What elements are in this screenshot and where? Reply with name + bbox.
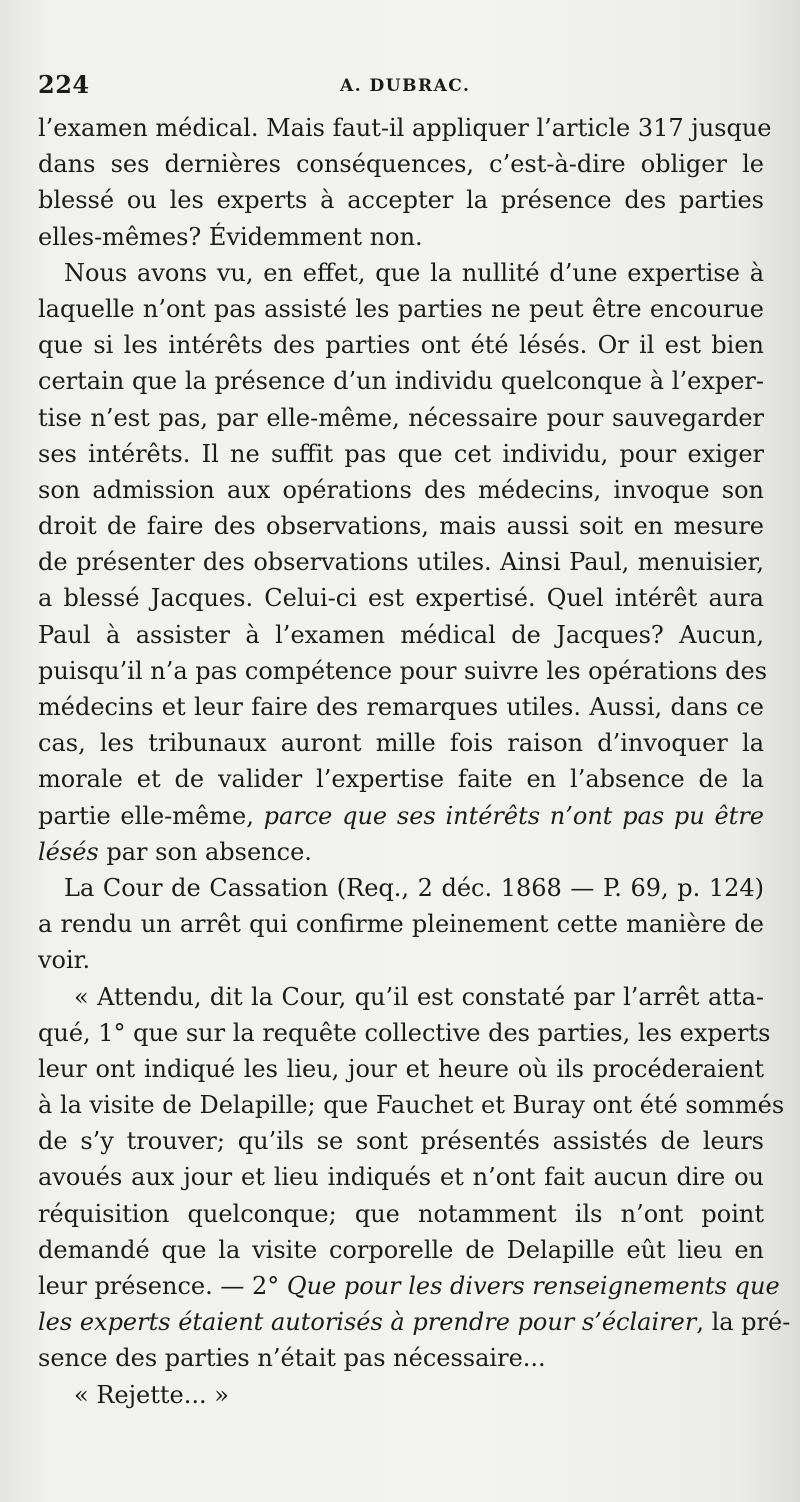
text-line: Paul à assister à l’examen médical de Jacques? Aucun, <box>38 620 764 649</box>
line-text: par son absence. <box>98 837 312 866</box>
text-line: demandé que la visite corporelle de Delapille eût lieu en <box>38 1235 764 1264</box>
text-line: ses intérêts. Il ne suffit pas que cet individu, pour exiger <box>38 439 764 468</box>
text-line: cas, les tribunaux auront mille fois raison d’invoquer la <box>38 729 764 758</box>
text-line: avoués aux jour et lieu indiqués et n’ont fait aucun dire ou <box>38 1163 764 1192</box>
text-line: leur ont indiqué les lieu, jour et heure où ils procéderaient <box>38 1054 764 1083</box>
line-text: , la pré- <box>696 1308 791 1337</box>
text-line: son admission aux opérations des médecins, invoque son <box>38 475 764 504</box>
text-line: blessé ou les experts à accepter la présence des parties <box>38 186 764 215</box>
text-line: réquisition quelconque; que notamment ils n’ont point <box>38 1199 764 1228</box>
text-line: « Attendu, dit la Cour, qu’il est constaté par l’arrêt atta- <box>74 982 764 1011</box>
text-line: « Rejette... » <box>74 1380 229 1409</box>
text-line <box>38 798 764 834</box>
body-text <box>38 110 791 1413</box>
text-line: puisqu’il n’a pas compétence pour suivre les opérations des <box>38 656 768 685</box>
line-text: partie elle-même, <box>38 801 264 830</box>
line-text: leur présence. — 2° <box>38 1272 287 1300</box>
page-number: 224 <box>38 70 90 99</box>
text-line: laquelle n’ont pas assisté les parties ne peut être encourue <box>38 294 764 323</box>
text-line <box>38 834 764 870</box>
italic-text: Que pour les divers renseignements que <box>286 1272 780 1300</box>
text-line: a rendu un arrêt qui confirme pleinement cette manière de <box>38 910 764 939</box>
italic-text: les experts étaient autorisés à prendre pour s’éclairer <box>38 1308 697 1337</box>
text-line <box>38 1304 791 1340</box>
text-line: morale et de valider l’expertise faite en l’absence de la <box>38 765 764 794</box>
running-head: A. DUBRAC. <box>340 76 471 96</box>
text-line: elles-mêmes? Évidemment non. <box>38 222 423 251</box>
text-line: médecins et leur faire des remarques utiles. Aussi, dans ce <box>38 693 764 721</box>
text-line <box>38 1268 780 1304</box>
text-line: voir. <box>38 946 91 975</box>
text-line: droit de faire des observations, mais aussi soit en mesure <box>38 512 764 541</box>
text-line: La Cour de Cassation (Req., 2 déc. 1868 — P. 69, p. 124) <box>64 873 764 902</box>
italic-text: parce que ses intérêts n’ont pas pu être <box>263 801 765 830</box>
text-line: dans ses dernières conséquences, c’est-à-dire obliger le <box>38 150 764 179</box>
text-line: qué, 1° que sur la requête collective des parties, les experts <box>38 1018 771 1047</box>
text-line: a blessé Jacques. Celui-ci est expertisé. Quel intérêt aura <box>38 584 764 613</box>
text-line: à la visite de Delapille; que Fauchet et Buray ont été sommés <box>38 1091 785 1120</box>
text-line: Nous avons vu, en effet, que la nullité d’une expertise à <box>64 258 764 287</box>
text-line: sence des parties n’était pas nécessaire... <box>38 1344 546 1373</box>
italic-text: lésés <box>38 837 99 866</box>
text-line: l’examen médical. Mais faut-il appliquer l’article 317 jusque <box>38 114 772 142</box>
text-line: de s’y trouver; qu’ils se sont présentés assistés de leurs <box>38 1127 764 1156</box>
text-line: tise n’est pas, par elle-même, nécessaire pour sauvegarder <box>38 403 764 432</box>
text-line: de présenter des observations utiles. Ainsi Paul, menuisier, <box>38 548 764 577</box>
text-line: certain que la présence d’un individu quelconque à l’exper- <box>38 367 764 396</box>
page-header <box>38 70 740 106</box>
text-line: que si les intérêts des parties ont été lésés. Or il est bien <box>38 331 764 360</box>
